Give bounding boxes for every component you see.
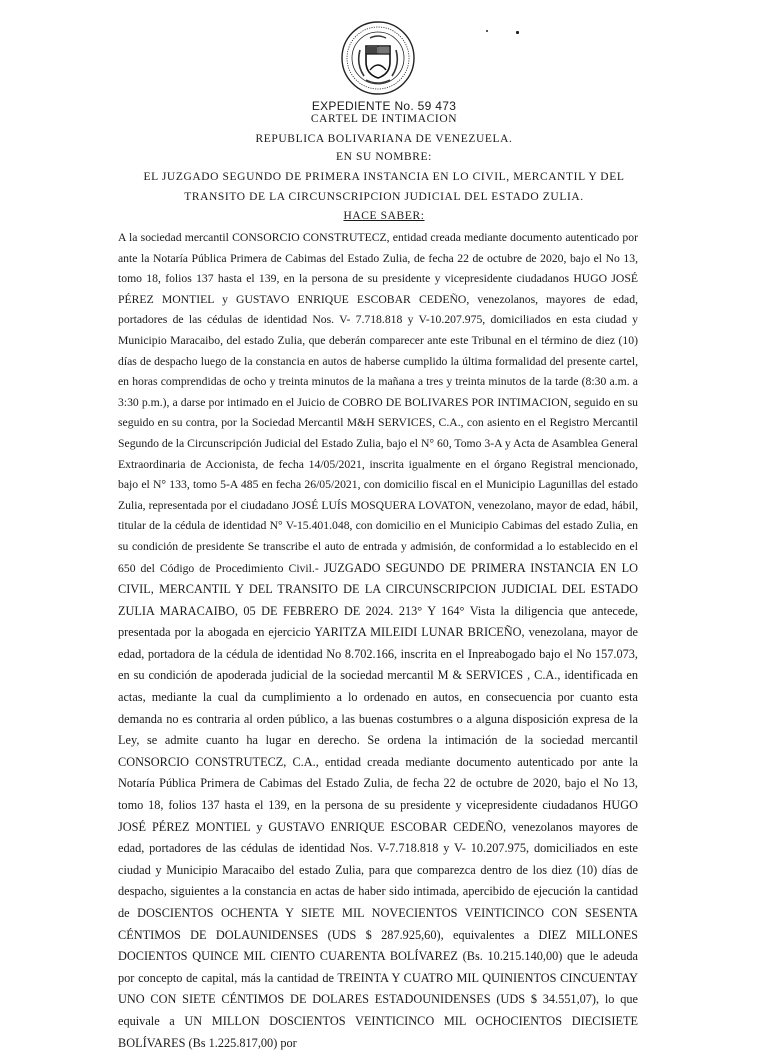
cartel-title: CARTEL DE INTIMACION xyxy=(310,113,458,125)
en-su-nombre: EN SU NOMBRE: xyxy=(336,151,432,163)
expediente-number: EXPEDIENTE No. 59 473 xyxy=(311,99,457,113)
scan-speck xyxy=(486,30,488,32)
coat-of-arms-seal-icon xyxy=(340,20,416,96)
scan-speck xyxy=(516,31,519,34)
document-header xyxy=(0,100,768,224)
court-name-line-2: TRANSITO DE LA CIRCUNSCRIPCION JUDICIAL DEL ESTADO ZULIA. xyxy=(184,191,584,203)
body-paragraph-1: A la sociedad mercantil CONSORCIO CONSTRUTECZ, entidad creada mediante documento autenticado por ante la Notaría Pública Primera de Cabimas del Estado Zulia, de fecha 22 de octubre de 2020, bajo el No 13, tomo 18, folios 137 hasta el 139, en la persona de su presidente y vicepresidente ciudadanos HUGO JOSÉ PÉREZ MONTIEL y GUSTAVO ENRIQUE ESCOBAR CEDEÑO, venezolanos, mayores de edad, portadores de las cédulas de identidad Nos. V- 7.718.818 y V-10.207.975, domiciliados en esta ciudad y Municipio Maracaibo, del estado Zulia, que deberán comparecer ante este Tribunal en el término de diez (10) días de despacho luego de la constancia en autos de haberse cumplido la última formalidad del presente cartel, en horas comprendidas de ocho y treinta minutos de la mañana a tres y treinta minutos de la tarde (8:30 a.m. a 3:30 p.m.), a darse por intimado en el Juicio de COBRO DE BOLIVARES POR INTIMACION, seguido en su seguido en su contra, por la Sociedad Mercantil M&H SERVICES, C.A., con asiento en el Registro Mercantil Segundo de la Circunscripción Judicial del Estado Zulia, bajo el N° 60, Tomo 3-A y Acta de Asamblea General Extraordinaria de Accionista, de fecha 14/05/2021, inscrita igualmente en el órgano Registral mencionado, bajo el N° 133, tomo 5-A 485 en fecha 26/05/2021, con domicilio fiscal en el Municipio Lagunillas del estado Zulia, representada por el ciudadano JOSÉ LUÍS MOSQUERA LOVATON, venezolano, mayor de edad, hábil, titular de la cédula de identidad N° V-15.401.048, con domicilio en el Municipio Cabimas del estado Zulia, en su condición de presidente Se transcribe el auto de entrada y admisión, de conformidad a lo establecido en el 650 del Código de Procedimiento Civil.- xyxy=(118,231,638,575)
body-paragraph-2: JUZGADO SEGUNDO DE PRIMERA INSTANCIA EN LO CIVIL, MERCANTIL Y DEL TRANSITO DE LA CIRCUNSCRIPCION JUDICIAL DEL ESTADO ZULIA MARACAIBO, 05 DE FEBRERO DE 2024. 213° Y 164° Vista la diligencia que antecede, presentada por la abogada en ejercicio YARITZA MILEIDI LUNAR BRICEÑO, venezolana, mayor de edad, portadora de la cédula de identidad No 8.702.166, inscrita en el Inpreabogado bajo el No 157.073, en su condición de apoderada judicial de la sociedad mercantil M & SERVICES , C.A., identificada en actas, mediante la cual da cumplimiento a lo ordenado en autos, en consecuencia por cuanto esta demanda no es contraria al orden público, a las buenas costumbres o a alguna disposición expresa de la Ley, se admite cuanto ha lugar en derecho. Se ordena la intimación de la sociedad mercantil CONSORCIO CONSTRUTECZ, C.A., entidad creada mediante documento autenticado por ante la Notaría Pública Primera de Cabimas del Estado Zulia, de fecha 22 de octubre de 2020, bajo el No 13, tomo 18, folios 137 hasta el 139, en la persona de su presidente y vicepresidente ciudadanos HUGO JOSÉ PÉREZ MONTIEL y GUSTAVO ENRIQUE ESCOBAR CEDEÑO, venezolanos mayores de edad, portadores de las cédulas de identidad Nos. V-7.718.818 y V- 10.207.975, domiciliados en este ciudad y Municipio Maracaibo del estado Zulia, para que comparezca dentro de los diez (10) días de despacho, siguientes a la constancia en actas de haber sido intimada, apercibido de ejecución la cantidad de DOSCIENTOS OCHENTA Y SIETE MIL NOVECIENTOS VEINTICINCO CON SESENTA CÉNTIMOS DE DOLAUNIDENSES (UDS $ 287.925,60), equivalentes a DIEZ MILLONES DOCIENTOS QUINCE MIL CIENTO CUARENTA BOLÍVAREZ (Bs. 10.215.140,00) que le adeuda por concepto de capital, más la cantidad de TREINTA Y CUATRO MIL QUINIENTOS CINCUENTAY UNO CON SIETE CÉNTIMOS DE DOLARES ESTADOUNIDENSES (UDS $ 34.551,07), lo que equivale a UN MILLON DOSCIENTOS VEINTICINCO MIL OCHOCIENTOS DIECISIETE BOLÍVARES (Bs 1.225.817,00) por xyxy=(118,560,638,1050)
court-name-line-1: EL JUZGADO SEGUNDO DE PRIMERA INSTANCIA EN LO CIVIL, MERCANTIL Y DEL xyxy=(143,171,625,183)
hace-saber-heading: HACE SABER: xyxy=(343,210,425,222)
republic-heading: REPUBLICA BOLIVARIANA DE VENEZUELA. xyxy=(255,133,513,145)
document-body xyxy=(118,228,638,1054)
